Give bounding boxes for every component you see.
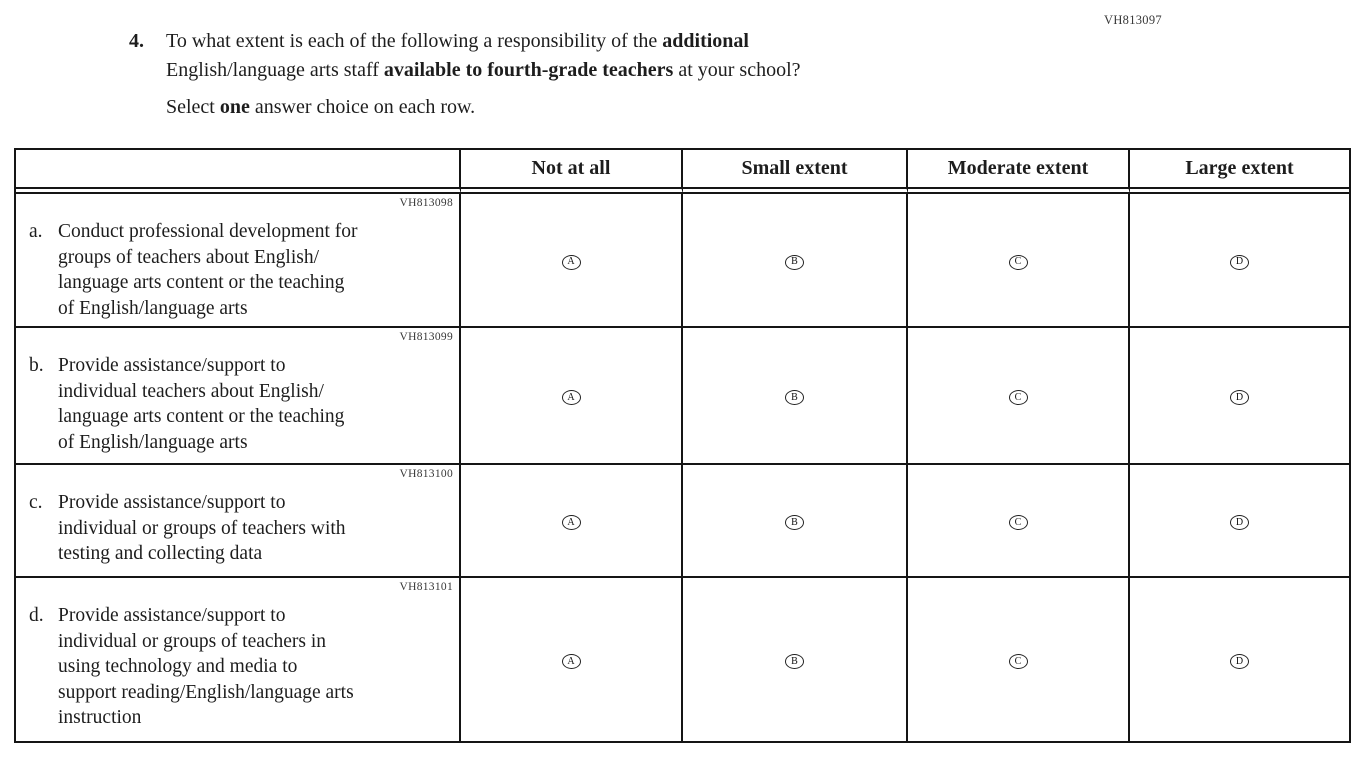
row-b-option-cell-a <box>461 328 683 465</box>
question-block <box>129 27 966 122</box>
row-a-item <box>29 219 453 321</box>
row-d-option-c-bubble[interactable]: C <box>1009 654 1028 669</box>
row-a-label-cell <box>16 194 461 328</box>
row-a-code: VH813098 <box>399 197 453 209</box>
form-code: VH813097 <box>1104 13 1162 27</box>
question-bold-additional: additional <box>662 30 749 52</box>
question-text <box>166 27 966 122</box>
row-b-letter: b. <box>29 355 44 376</box>
row-b-item <box>29 353 453 455</box>
row-c-option-cell-c <box>908 465 1130 578</box>
row-d-letter: d. <box>29 605 44 626</box>
row-b-code: VH813099 <box>399 331 453 343</box>
instruction-line: Select one answer choice on each row. <box>166 96 476 118</box>
column-header-not-at-all: Not at all <box>461 150 683 194</box>
row-d-text: Provide assistance/support to individual or groups of teachers in using technology and media to support reading/English/language arts instruction <box>58 605 354 728</box>
row-c-option-cell-b <box>683 465 908 578</box>
header-empty-cell <box>16 150 461 194</box>
response-matrix-table <box>14 148 1351 743</box>
question-line-1: To what extent is each of the following a responsibility of the additional <box>166 30 749 52</box>
row-d-option-d-bubble[interactable]: D <box>1230 654 1249 669</box>
row-b-option-cell-b <box>683 328 908 465</box>
instruction-bold-one: one <box>219 96 250 118</box>
row-d-option-a-bubble[interactable]: A <box>562 654 581 669</box>
row-b-text: Provide assistance/support to individual teachers about English/ language arts content or the teaching of English/language arts <box>58 355 345 453</box>
row-a-option-cell-c <box>908 194 1130 328</box>
row-a-option-cell-d <box>1130 194 1349 328</box>
row-a-letter: a. <box>29 221 43 242</box>
row-d-code: VH813101 <box>399 581 453 593</box>
row-d-option-cell-c <box>908 578 1130 741</box>
row-d-option-cell-d <box>1130 578 1349 741</box>
row-b-option-b-bubble[interactable]: B <box>785 390 804 405</box>
row-b-option-c-bubble[interactable]: C <box>1009 390 1028 405</box>
row-b-option-d-bubble[interactable]: D <box>1230 390 1249 405</box>
row-c-item <box>29 490 453 567</box>
row-c-text: Provide assistance/support to individual or groups of teachers with testing and collecting data <box>58 492 346 564</box>
row-c-letter: c. <box>29 492 43 513</box>
column-header-moderate-extent: Moderate extent <box>908 150 1130 194</box>
row-c-option-b-bubble[interactable]: B <box>785 515 804 530</box>
row-c-option-c-bubble[interactable]: C <box>1009 515 1028 530</box>
row-d-label-cell <box>16 578 461 741</box>
row-a-option-cell-b <box>683 194 908 328</box>
question-bold-available: available to fourth-grade teachers <box>383 59 674 81</box>
row-c-code: VH813100 <box>399 468 453 480</box>
row-c-option-cell-d <box>1130 465 1349 578</box>
row-a-option-c-bubble[interactable]: C <box>1009 255 1028 270</box>
column-header-small-extent: Small extent <box>683 150 908 194</box>
row-c-option-d-bubble[interactable]: D <box>1230 515 1249 530</box>
row-a-option-a-bubble[interactable]: A <box>562 255 581 270</box>
row-d-option-cell-b <box>683 578 908 741</box>
row-a-option-d-bubble[interactable]: D <box>1230 255 1249 270</box>
row-d-option-cell-a <box>461 578 683 741</box>
row-d-item <box>29 603 453 731</box>
row-b-label-cell <box>16 328 461 465</box>
row-a-option-b-bubble[interactable]: B <box>785 255 804 270</box>
row-c-label-cell <box>16 465 461 578</box>
row-a-option-cell-a <box>461 194 683 328</box>
row-b-option-cell-d <box>1130 328 1349 465</box>
row-c-option-a-bubble[interactable]: A <box>562 515 581 530</box>
column-header-large-extent: Large extent <box>1130 150 1349 194</box>
row-b-option-cell-c <box>908 328 1130 465</box>
row-a-text: Conduct professional development for groups of teachers about English/ language arts content or the teaching of English/language arts <box>58 221 358 319</box>
question-number: 4. <box>129 30 144 52</box>
question-line-2: English/language arts staff available to fourth-grade teachers at your school? <box>166 59 801 81</box>
row-b-option-a-bubble[interactable]: A <box>562 390 581 405</box>
row-d-option-b-bubble[interactable]: B <box>785 654 804 669</box>
row-c-option-cell-a <box>461 465 683 578</box>
